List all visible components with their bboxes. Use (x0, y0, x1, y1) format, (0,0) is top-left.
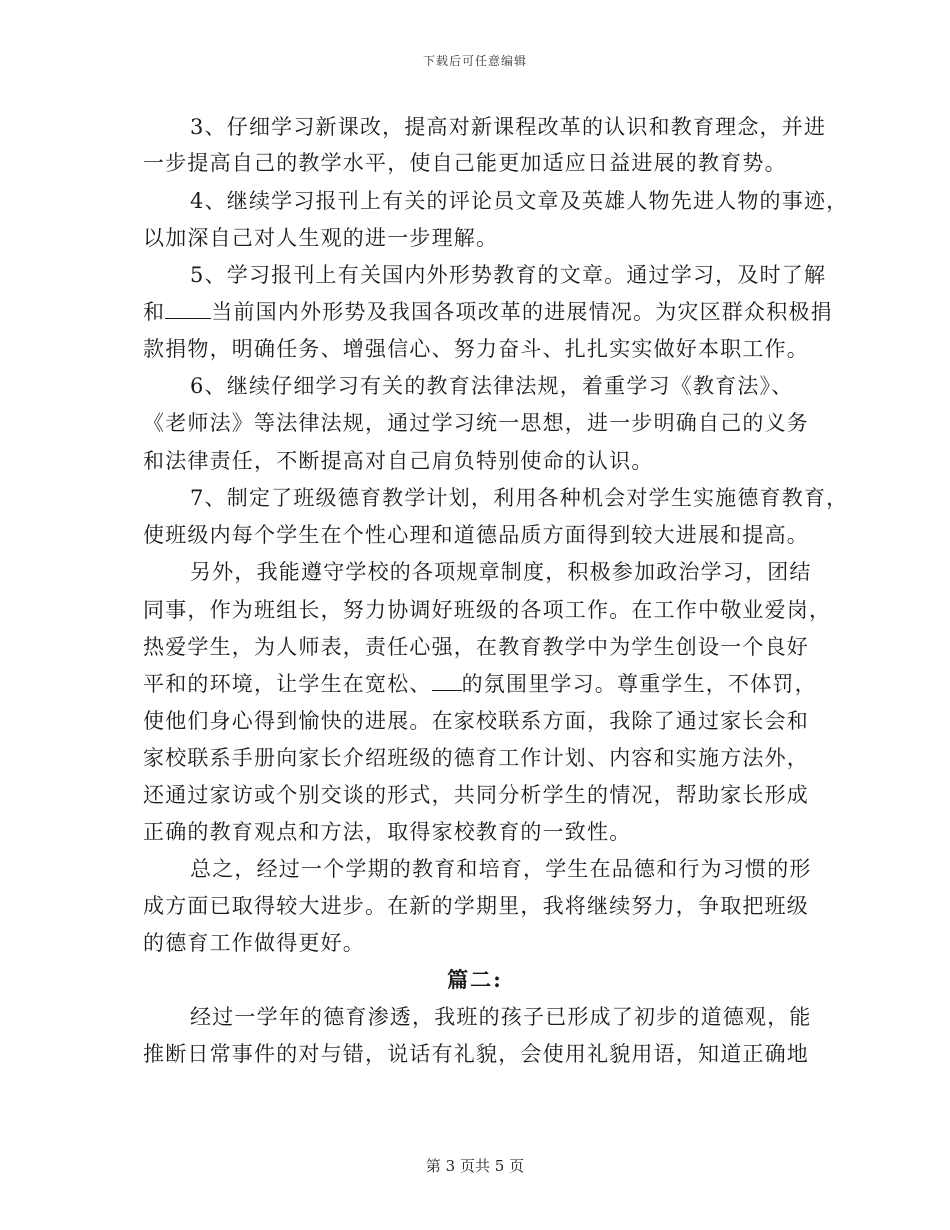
paragraph-line: 的德育工作做得更好。 (143, 931, 365, 955)
paragraph-line: 一步提高自己的教学水平，使自己能更加适应日益进展的教育势。 (143, 151, 787, 175)
line-text: 平和的环境，让学生在宽松、 (143, 672, 432, 696)
paragraph-line: 还通过家访或个别交谈的形式，共同分析学生的情况，帮助家长形成 (143, 783, 809, 807)
paragraph-line: 使他们身心得到愉快的进展。在家校联系方面，我除了通过家长会和 (143, 709, 809, 733)
paragraph-line: 总之，经过一个学期的教育和培育，学生在品德和行为习惯的形 (190, 857, 812, 881)
paragraph-line: 7、制定了班级德育教学计划，利用各种机会对学生实施德育教育， (190, 486, 849, 510)
line-text: 的氛围里学习。尊重学生，不体罚， (461, 672, 817, 696)
paragraph-line: 3、仔细学习新课改，提高对新课程改革的认识和教育理念，并进 (190, 115, 827, 139)
paragraph-line: 使班级内每个学生在个性心理和道德品质方面得到较大进展和提高。 (143, 523, 809, 547)
paragraph-line: 正确的教育观点和方法，取得家校教育的一致性。 (143, 820, 632, 844)
section-heading: 篇二: (447, 967, 503, 992)
fill-in-blank (432, 672, 462, 691)
paragraph-line-with-blank (143, 670, 817, 698)
paragraph-line: 4、继续学习报刊上有关的评论员文章及英雄人物先进人物的事迹， (190, 189, 849, 213)
paragraph-line-with-blank (143, 298, 833, 326)
paragraph-line: 成方面已取得较大进步。在新的学期里，我将继续努力，争取把班级 (143, 894, 809, 918)
paragraph-line: 6、继续仔细学习有关的教育法律法规，着重学习《教育法》、 (190, 374, 794, 398)
paragraph-line: 《老师法》等法律法规，通过学习统一思想，进一步明确自己的义务 (143, 411, 809, 435)
paragraph-line: 另外，我能遵守学校的各项规章制度，积极参加政治学习，团结 (190, 560, 812, 584)
paragraph-line: 款捐物，明确任务、增强信心、努力奋斗、扎扎实实做好本职工作。 (143, 337, 809, 361)
paragraph-line: 家校联系手册向家长介绍班级的德育工作计划、内容和实施方法外， (143, 746, 809, 770)
paragraph-line: 以加深自己对人生观的进一步理解。 (143, 226, 499, 250)
line-text: 当前国内外形势及我国各项改革的进展情况。为灾区群众积极捐 (211, 300, 833, 324)
paragraph-line: 推断日常事件的对与错，说话有礼貌，会使用礼貌用语，知道正确地 (143, 1042, 809, 1066)
paragraph-line: 热爱学生，为人师表，责任心强，在教育教学中为学生创设一个良好 (143, 635, 809, 659)
paragraph-line: 经过一学年的德育渗透，我班的孩子已形成了初步的道德观，能 (190, 1005, 812, 1029)
paragraph-line: 同事，作为班组长，努力协调好班级的各项工作。在工作中敬业爱岗， (143, 598, 832, 622)
line-text: 和 (143, 300, 166, 324)
paragraph-line: 5、学习报刊上有关国内外形势教育的文章。通过学习，及时了解 (190, 263, 827, 287)
fill-in-blank (165, 300, 211, 319)
paragraph-line: 和法律责任，不断提高对自己肩负特别使命的认识。 (143, 449, 654, 473)
page-header: 下载后可任意编辑 (422, 54, 527, 68)
page-footer: 第 3 页共 5 页 (425, 1157, 525, 1175)
